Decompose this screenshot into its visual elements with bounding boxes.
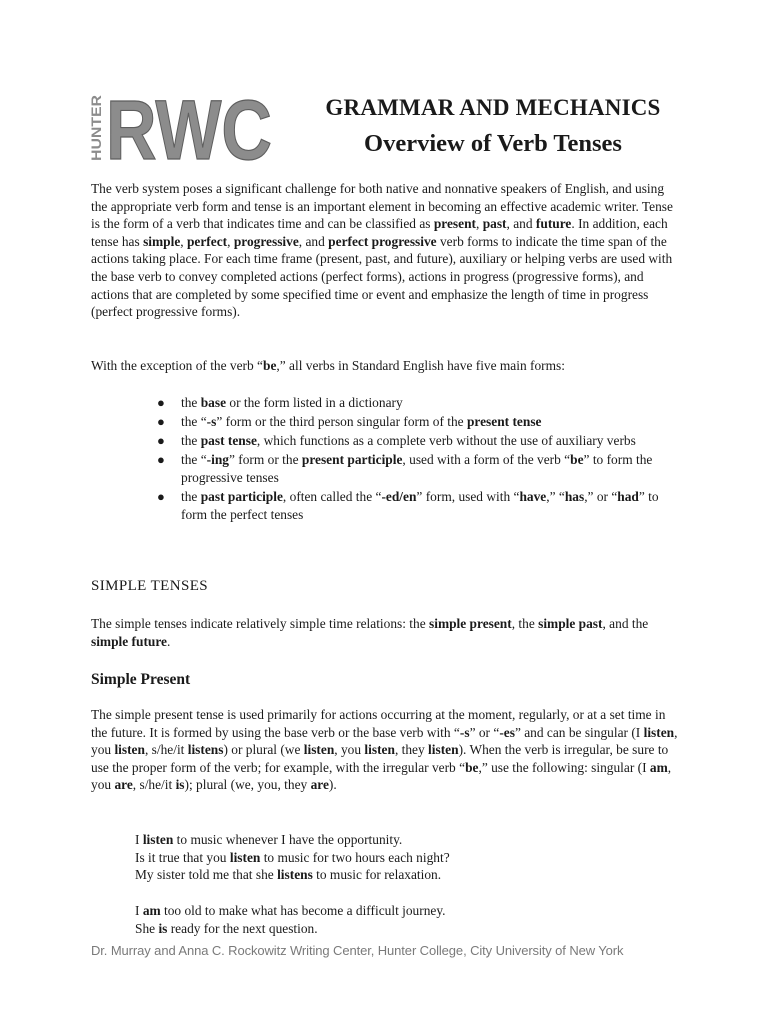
list-item [157,488,677,523]
list-item-text: the “-ing” form or the present participle, used with a form of the verb “be” to form the progressive tenses [181,452,653,485]
simple-present-paragraph: The simple present tense is used primarily for actions occurring at the moment, regularly, or at a set time in the future. It is formed by using the base verb or the base verb with “-s” or “-es” and can be singular (I listen, you listen, s/he/it listens) or plural (we listen, you listen, they listen). When the verb is irregular, be sure to use the proper form of the verb; for example, with the irregular verb “be,” use the following: singular (I am, you are, s/he/it is); plural (we, you, they are). [91,707,678,793]
subheading-simple-present: Simple Present [91,671,191,688]
document-subtitle: Overview of Verb Tenses [364,130,622,157]
rwc-wordmark: RWC [106,83,272,177]
example-sentence: Is it true that you listen to music for two hours each night? [135,849,450,865]
list-item-text: the past tense, which functions as a complete verb without the use of auxiliary verbs [181,433,636,449]
example-sentence: She is ready for the next question. [135,920,318,936]
hunter-vertical-text [89,95,104,161]
example-sentence: My sister told me that she listens to music for relaxation. [135,867,442,883]
example-sentences-be [135,902,675,937]
simple-tenses-paragraph: The simple tenses indicate relatively simple time relations: the simple present, the simple past, and the simple future. [91,616,649,649]
bullet-icon: ● [157,452,165,468]
list-item [157,432,677,450]
intro-paragraph: The verb system poses a significant challenge for both native and nonnative speakers of English, and using the appropriate verb form and tense is an important element in becoming an effective academic writer. Tense is the form of a verb that indicates time and can be classified as present, past, and future. In addition, each tense has simple, perfect, progressive, and perfect progressive verb forms to indicate the time span of the actions taking place. For each time frame (present, past, and future), auxiliary or helping verbs are used with the base verb to convey completed actions (perfect forms), actions in progress (progressive forms), and actions that are completed by some specified time or event and emphasize the length of time in progress (perfect progressive forms). [91,181,673,320]
list-item [157,451,677,486]
example-sentences-listen [135,831,675,884]
rwc-logo [89,83,272,177]
bullet-icon: ● [157,488,165,504]
bullet-icon: ● [157,433,165,449]
page-footer: Dr. Murray and Anna C. Rockowitz Writing Center, Hunter College, City University of New York [91,943,624,958]
section-heading-simple-tenses: SIMPLE TENSES [91,578,209,594]
list-item [157,394,677,412]
svg-text:HUNTER: HUNTER [89,104,104,161]
bullet-icon: ● [157,395,165,410]
example-sentence: I am too old to make what has become a difficult journey. [135,903,446,918]
list-item-text: the past participle, often called the “-ed/en” form, used with “have,” “has,” or “had” to form the perfect tenses [181,488,659,522]
list-item-text: the base or the form listed in a dictionary [181,395,403,410]
bullet-icon: ● [157,414,165,430]
document-title: GRAMMAR AND MECHANICS [325,95,661,120]
list-item-text: the “-s” form or the third person singular form of the present tense [181,414,542,430]
verb-forms-list [157,394,677,525]
example-sentence: I listen to music whenever I have the opportunity. [135,832,403,847]
forms-intro-paragraph: With the exception of the verb “be,” all verbs in Standard English have five main forms: [91,358,565,373]
list-item [157,413,677,431]
